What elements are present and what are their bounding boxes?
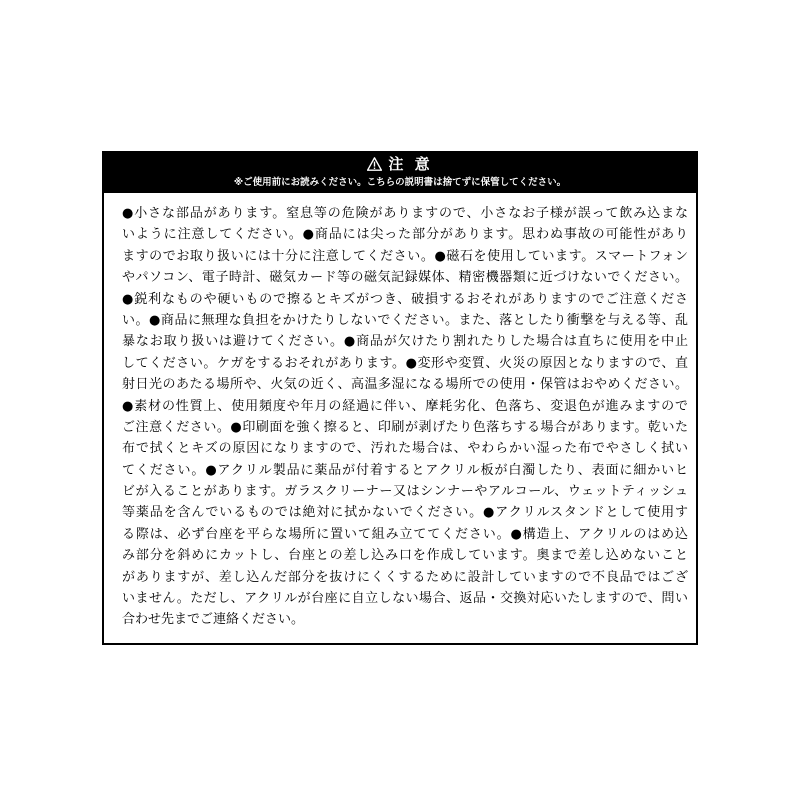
- caution-line: いません。ただし、アクリルが台座に自立しない場合、返品・交換対応いたしますので、問い: [122, 591, 688, 607]
- caution-line: 布で拭くとキズの原因になりますので、汚れた場合は、やわらかい湿った布でやさしく拭い: [122, 441, 688, 457]
- caution-label: [102, 151, 698, 645]
- caution-line: いように注意してください。●商品には尖った部分があります。思わぬ事故の可能性があり: [122, 227, 688, 243]
- caution-line: 合わせ先までご連絡ください。: [122, 612, 305, 628]
- caution-body: [104, 193, 696, 643]
- caution-line: る際は、必ず台座を平らな場所に置いて組み立ててください。●構造上、アクリルのはめ込: [122, 526, 688, 542]
- caution-line: ●鋭利なものや硬いもので擦るとキズがつき、破損するおそれがありますのでご注意くださ: [122, 291, 688, 307]
- caution-line: ビが入ることがあります。ガラスクリーナー又はシンナーやアルコール、ウェットティッシュ: [122, 484, 688, 500]
- caution-line: 暴なお取り扱いは避けてください。●商品が欠けたり割れたりした場合は直ちに使用を中止: [122, 334, 688, 350]
- caution-line: 射日光のあたる場所や、火気の近く、高温多湿になる場所での使用・保管はおやめください。: [122, 377, 688, 393]
- caution-line: ●小さな部品があります。窒息等の危険がありますので、小さなお子様が誤って飲み込まな: [122, 206, 688, 221]
- caution-line: てください。●アクリル製品に薬品が付着するとアクリル板が白濁したり、表面に細かいヒ: [122, 462, 688, 478]
- caution-line: 等薬品を含んでいるものでは絶対に拭かないでください。●アクリルスタンドとして使用す: [122, 505, 688, 521]
- caution-line: い。●商品に無理な負担をかけたりしないでください。また、落としたり衝撃を与える等、乱: [122, 312, 688, 328]
- warning-icon: [367, 157, 382, 171]
- caution-header: [104, 153, 696, 193]
- caution-line: ますのでお取り扱いには十分に注意してください。●磁石を使用しています。スマートフォン: [122, 248, 688, 264]
- caution-line: やパソコン、電子時計、磁気カード等の磁気記録媒体、精密機器類に近づけないでください。: [122, 270, 688, 286]
- caution-title: 注 意: [388, 155, 433, 173]
- caution-title-row: [104, 154, 696, 174]
- caution-line: ご注意ください。●印刷面を強く擦ると、印刷が剥げたり色落ちする場合があります。乾いた: [122, 419, 688, 435]
- caution-line: してください。ケガをするおそれがあります。●変形や変質、火災の原因となりますので、直: [122, 355, 688, 371]
- caution-line: み部分を斜めにカットし、台座との差し込み口を作成しています。奥まで差し込めないこと: [122, 548, 688, 564]
- caution-line: がありますが、差し込んだ部分を抜けにくくするために設計していますので不良品ではござ: [122, 569, 688, 585]
- caution-note: ※ご使用前にお読みください。こちらの説明書は捨てずに保管してください。: [233, 177, 567, 188]
- caution-line: ●素材の性質上、使用頻度や年月の経過に伴い、摩耗劣化、色落ち、変退色が進みますので: [122, 398, 688, 414]
